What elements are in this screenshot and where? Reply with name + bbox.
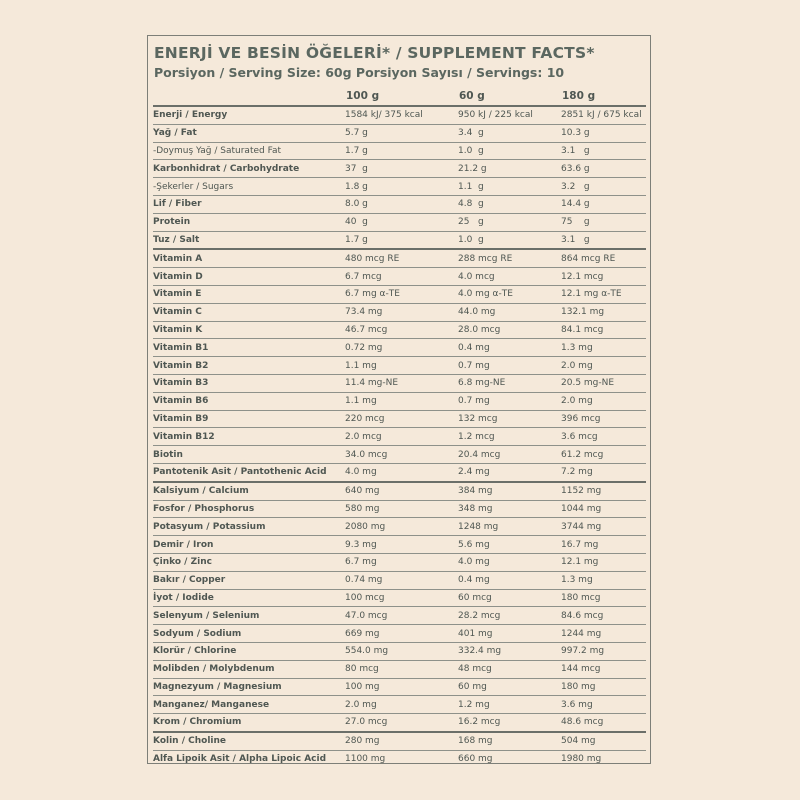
value-180g: 20.5 mg-NE [561, 374, 646, 392]
table-row [153, 178, 646, 196]
table-row [153, 124, 646, 142]
value-100g: 480 mcg RE [345, 249, 458, 267]
value-180g: 63.6 g [561, 160, 646, 178]
value-180g: 16.7 mg [561, 536, 646, 554]
value-180g: 84.6 mcg [561, 607, 646, 625]
supplement-facts-panel [147, 35, 651, 764]
value-100g: 4.0 mg [345, 463, 458, 481]
value-60g: 4.8 g [458, 195, 561, 213]
nutrient-name: Kolin / Choline [153, 732, 345, 750]
value-100g: 280 mg [345, 732, 458, 750]
value-180g: 14.4 g [561, 195, 646, 213]
nutrient-name: Enerji / Energy [153, 106, 345, 124]
value-100g: 6.7 mg α-TE [345, 285, 458, 303]
value-180g: 48.6 mcg [561, 714, 646, 732]
value-180g: 12.1 mg α-TE [561, 285, 646, 303]
nutrient-name: Kalsiyum / Calcium [153, 482, 345, 500]
table-row [153, 714, 646, 732]
value-180g: 2.0 mg [561, 357, 646, 375]
nutrient-name: Vitamin B12 [153, 428, 345, 446]
table-row [153, 392, 646, 410]
nutrient-name: Vitamin B3 [153, 374, 345, 392]
value-100g: 11.4 mg-NE [345, 374, 458, 392]
value-180g: 997.2 mg [561, 642, 646, 660]
value-60g: 4.0 mcg [458, 268, 561, 286]
value-180g: 10.3 g [561, 124, 646, 142]
value-100g: 1.7 g [345, 231, 458, 249]
table-row [153, 732, 646, 750]
value-100g: 9.3 mg [345, 536, 458, 554]
value-60g: 1.0 g [458, 231, 561, 249]
nutrient-name: İyot / Iodide [153, 589, 345, 607]
value-180g: 3.6 mcg [561, 428, 646, 446]
value-100g: 1.1 mg [345, 392, 458, 410]
nutrient-name: Biotin [153, 446, 345, 464]
table-row [153, 357, 646, 375]
nutrient-name: Magnezyum / Magnesium [153, 678, 345, 696]
table-row [153, 500, 646, 518]
nutrient-name: Potasyum / Potassium [153, 518, 345, 536]
value-100g: 580 mg [345, 500, 458, 518]
value-180g: 2.0 mg [561, 392, 646, 410]
value-100g: 46.7 mcg [345, 321, 458, 339]
value-100g: 0.72 mg [345, 339, 458, 357]
value-180g: 7.2 mg [561, 463, 646, 481]
value-60g: 384 mg [458, 482, 561, 500]
value-180g: 3.2 g [561, 178, 646, 196]
value-180g: 1244 mg [561, 625, 646, 643]
nutrient-name: Demir / Iron [153, 536, 345, 554]
table-row [153, 446, 646, 464]
nutrient-name: Yağ / Fat [153, 124, 345, 142]
value-100g: 1.8 g [345, 178, 458, 196]
table-row [153, 642, 646, 660]
nutrient-name: Selenyum / Selenium [153, 607, 345, 625]
table-row [153, 518, 646, 536]
value-180g: 12.1 mcg [561, 268, 646, 286]
table-row [153, 249, 646, 267]
table-row [153, 374, 646, 392]
value-180g: 864 mcg RE [561, 249, 646, 267]
value-180g: 3.6 mg [561, 696, 646, 714]
value-180g: 132.1 mg [561, 303, 646, 321]
nutrient-name: Manganez/ Manganese [153, 696, 345, 714]
value-60g: 0.4 mg [458, 339, 561, 357]
value-60g: 348 mg [458, 500, 561, 518]
value-100g: 1.7 g [345, 142, 458, 160]
table-row [153, 750, 646, 767]
nutrient-name: Protein [153, 213, 345, 231]
value-100g: 6.7 mcg [345, 268, 458, 286]
table-row [153, 696, 646, 714]
table-row [153, 463, 646, 481]
column-header-100g: 100 g [346, 90, 380, 102]
table-row [153, 285, 646, 303]
value-60g: 60 mcg [458, 589, 561, 607]
value-100g: 2.0 mcg [345, 428, 458, 446]
value-180g: 1980 mg [561, 754, 602, 765]
nutrient-name: Vitamin D [153, 268, 345, 286]
value-60g: 0.7 mg [458, 392, 561, 410]
table-row [153, 303, 646, 321]
value-60g: 44.0 mg [458, 303, 561, 321]
value-100g: 640 mg [345, 482, 458, 500]
facts-table [153, 105, 646, 767]
nutrient-name: Vitamin B6 [153, 392, 345, 410]
value-60g: 4.0 mg [458, 553, 561, 571]
value-100g: 8.0 g [345, 195, 458, 213]
table-row [153, 607, 646, 625]
value-180g: 180 mg [561, 678, 646, 696]
value-60g: 1.1 g [458, 178, 561, 196]
value-180g: 2851 kJ / 675 kcal [561, 106, 646, 124]
value-180g: 1044 mg [561, 500, 646, 518]
value-100g: 73.4 mg [345, 303, 458, 321]
nutrient-name: Vitamin K [153, 321, 345, 339]
value-60g: 28.2 mcg [458, 607, 561, 625]
value-100g: 100 mg [345, 678, 458, 696]
nutrient-name: Alfa Lipoik Asit / Alpha Lipoic Acid [153, 754, 327, 765]
value-60g: 4.0 mg α-TE [458, 285, 561, 303]
table-row [153, 410, 646, 428]
table-row [153, 339, 646, 357]
nutrient-name: Vitamin B2 [153, 357, 345, 375]
nutrient-name: Vitamin A [153, 249, 345, 267]
value-100g: 37 g [345, 160, 458, 178]
nutrient-name: Karbonhidrat / Carbohydrate [153, 160, 345, 178]
value-180g: 1.3 mg [561, 571, 646, 589]
nutrient-name: -Şekerler / Sugars [153, 178, 345, 196]
value-60g: 20.4 mcg [458, 446, 561, 464]
value-100g: 80 mcg [345, 660, 458, 678]
table-row [153, 160, 646, 178]
value-180g: 144 mcg [561, 660, 646, 678]
value-60g: 950 kJ / 225 kcal [458, 106, 561, 124]
value-180g: 1152 mg [561, 482, 646, 500]
table-row [153, 321, 646, 339]
value-180g: 1.3 mg [561, 339, 646, 357]
value-180g: 84.1 mcg [561, 321, 646, 339]
value-100g: 5.7 g [345, 124, 458, 142]
table-row [153, 268, 646, 286]
table-row [153, 625, 646, 643]
nutrient-name: Lif / Fiber [153, 195, 345, 213]
table-row [153, 142, 646, 160]
value-60g: 1248 mg [458, 518, 561, 536]
value-180g: 396 mcg [561, 410, 646, 428]
nutrient-name: Vitamin C [153, 303, 345, 321]
column-header-180g: 180 g [562, 90, 596, 102]
table-row [153, 231, 646, 249]
value-60g: 2.4 mg [458, 463, 561, 481]
value-60g: 21.2 g [458, 160, 561, 178]
value-100g: 6.7 mg [345, 553, 458, 571]
value-60g: 401 mg [458, 625, 561, 643]
table-row [153, 536, 646, 554]
value-60g: 660 mg [458, 754, 493, 765]
value-180g: 61.2 mcg [561, 446, 646, 464]
value-100g: 34.0 mcg [345, 446, 458, 464]
table-row [153, 678, 646, 696]
value-60g: 3.4 g [458, 124, 561, 142]
value-180g: 180 mcg [561, 589, 646, 607]
value-180g: 3.1 g [561, 142, 646, 160]
table-row [153, 482, 646, 500]
value-60g: 60 mg [458, 678, 561, 696]
nutrient-name: Çinko / Zinc [153, 553, 345, 571]
nutrient-name: Vitamin E [153, 285, 345, 303]
value-60g: 332.4 mg [458, 642, 561, 660]
value-100g: 27.0 mcg [345, 714, 458, 732]
nutrient-name: Vitamin B9 [153, 410, 345, 428]
value-100g: 2.0 mg [345, 696, 458, 714]
value-100g: 47.0 mcg [345, 607, 458, 625]
value-180g: 3744 mg [561, 518, 646, 536]
nutrient-name: Krom / Chromium [153, 714, 345, 732]
nutrient-name: Tuz / Salt [153, 231, 345, 249]
table-row [153, 195, 646, 213]
nutrient-name: -Doymuş Yağ / Saturated Fat [153, 142, 345, 160]
table-row [153, 589, 646, 607]
value-100g: 669 mg [345, 625, 458, 643]
table-row [153, 553, 646, 571]
nutrient-name: Pantotenik Asit / Pantothenic Acid [153, 463, 345, 481]
value-100g: 100 mcg [345, 589, 458, 607]
value-180g: 75 g [561, 213, 646, 231]
nutrient-name: Molibden / Molybdenum [153, 660, 345, 678]
value-60g: 1.0 g [458, 142, 561, 160]
value-60g: 132 mcg [458, 410, 561, 428]
value-100g: 554.0 mg [345, 642, 458, 660]
value-60g: 0.7 mg [458, 357, 561, 375]
value-100g: 0.74 mg [345, 571, 458, 589]
value-60g: 16.2 mcg [458, 714, 561, 732]
value-60g: 48 mcg [458, 660, 561, 678]
table-row [153, 106, 646, 124]
value-180g: 3.1 g [561, 231, 646, 249]
value-60g: 25 g [458, 213, 561, 231]
serving-info: Porsiyon / Serving Size: 60g Porsiyon Sayısı / Servings: 10 [154, 65, 565, 80]
value-60g: 5.6 mg [458, 536, 561, 554]
value-100g: 1584 kJ/ 375 kcal [345, 106, 458, 124]
value-60g: 1.2 mg [458, 696, 561, 714]
value-100g: 220 mcg [345, 410, 458, 428]
nutrient-name: Fosfor / Phosphorus [153, 500, 345, 518]
value-60g: 288 mcg RE [458, 249, 561, 267]
value-100g: 2080 mg [345, 518, 458, 536]
value-100g: 1100 mg [345, 754, 386, 765]
value-60g: 168 mg [458, 732, 561, 750]
value-100g: 40 g [345, 213, 458, 231]
value-60g: 28.0 mcg [458, 321, 561, 339]
table-row [153, 428, 646, 446]
table-row [153, 571, 646, 589]
value-180g: 504 mg [561, 732, 646, 750]
nutrient-name: Vitamin B1 [153, 339, 345, 357]
value-180g: 12.1 mg [561, 553, 646, 571]
column-header-60g: 60 g [459, 90, 485, 102]
nutrient-name: Bakır / Copper [153, 571, 345, 589]
nutrient-name: Klorür / Chlorine [153, 642, 345, 660]
table-row [153, 213, 646, 231]
value-100g: 1.1 mg [345, 357, 458, 375]
panel-title: ENERJİ VE BESİN ÖĞELERİ* / SUPPLEMENT FACTS* [154, 44, 595, 62]
value-60g: 6.8 mg-NE [458, 374, 561, 392]
table-row [153, 660, 646, 678]
value-60g: 0.4 mg [458, 571, 561, 589]
value-60g: 1.2 mcg [458, 428, 561, 446]
nutrient-name: Sodyum / Sodium [153, 625, 345, 643]
